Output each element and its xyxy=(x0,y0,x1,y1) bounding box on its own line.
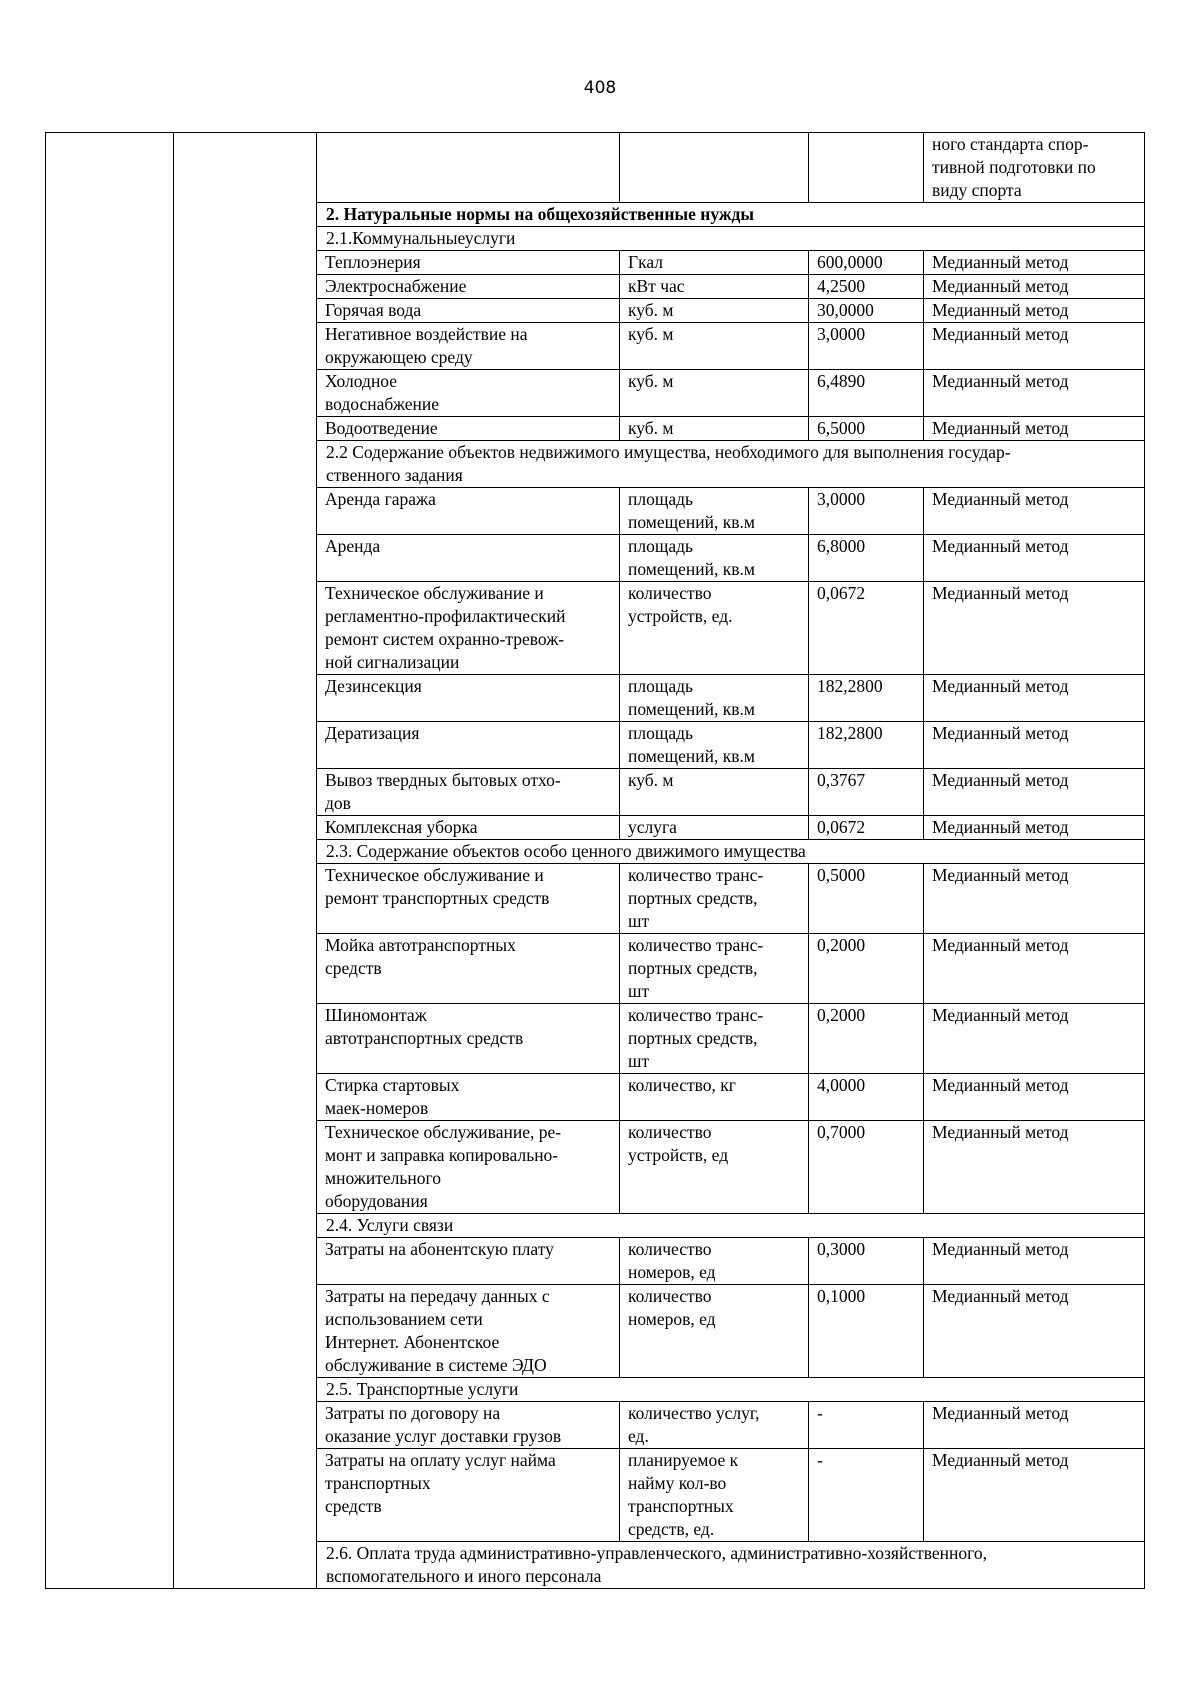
unit-line: количество xyxy=(628,1122,712,1142)
method-cell: Медианный метод xyxy=(924,1238,1145,1285)
unit-cell xyxy=(620,675,809,722)
name-cell xyxy=(317,934,620,1004)
name-line: Аренда гаража xyxy=(325,489,436,509)
name-line: множительного xyxy=(325,1168,441,1188)
method-cell: Медианный метод xyxy=(924,934,1145,1004)
value-cell: 0,5000 xyxy=(809,864,924,934)
name-cell xyxy=(317,864,620,934)
value-cell: 182,2800 xyxy=(809,722,924,769)
value-cell: 3,0000 xyxy=(809,323,924,370)
method-cell: Медианный метод xyxy=(924,582,1145,675)
name-line: ной сигнализации xyxy=(325,652,460,672)
section-heading-line: 2.5. Транспортные услуги xyxy=(326,1379,519,1399)
name-line: Холодное xyxy=(325,371,398,391)
norms-table xyxy=(45,132,1145,1589)
value-cell: - xyxy=(809,1402,924,1449)
name-line: водоснабжение xyxy=(325,394,439,414)
value-cell: 6,5000 xyxy=(809,417,924,441)
unit-line: портных средств, xyxy=(628,1028,758,1048)
name-line: Шиномонтаж xyxy=(325,1005,427,1025)
name-line: обслуживание в системе ЭДО xyxy=(325,1355,547,1375)
method-cell: Медианный метод xyxy=(924,1402,1145,1449)
name-line: Комплексная уборка xyxy=(325,817,478,837)
name-cell xyxy=(317,275,620,299)
table-body xyxy=(46,133,1145,1589)
unit-cell xyxy=(620,582,809,675)
method-cell: Медианный метод xyxy=(924,488,1145,535)
section-heading xyxy=(317,227,1145,251)
name-line: Затраты на оплату услуг найма xyxy=(325,1450,556,1470)
unit-line: шт xyxy=(628,1051,650,1071)
name-line: регламентно-профилактический xyxy=(325,606,566,626)
unit-line: устройств, ед xyxy=(628,1145,729,1165)
unit-line: количество, кг xyxy=(628,1075,736,1095)
name-line: автотранспортных средств xyxy=(325,1028,524,1048)
name-line: использованием сети xyxy=(325,1309,483,1329)
name-cell xyxy=(317,1285,620,1378)
method-cell: Медианный метод xyxy=(924,675,1145,722)
unit-line: куб. м xyxy=(628,770,674,790)
unit-line: количество xyxy=(628,1286,712,1306)
page-number: 408 xyxy=(583,78,617,98)
continuation-row xyxy=(46,133,1145,203)
left-margin-column-1 xyxy=(46,133,174,1589)
continuation-line: ного стандарта спор- xyxy=(932,134,1089,154)
name-cell xyxy=(317,251,620,275)
value-cell: 3,0000 xyxy=(809,488,924,535)
unit-line: шт xyxy=(628,911,650,931)
method-cell: Медианный метод xyxy=(924,251,1145,275)
name-line: оборудования xyxy=(325,1191,428,1211)
unit-line: площадь xyxy=(628,676,693,696)
unit-cell xyxy=(620,934,809,1004)
unit-line: помещений, кв.м xyxy=(628,559,755,579)
name-line: Интернет. Абонентское xyxy=(325,1332,500,1352)
section-heading-line: 2.6. Оплата труда административно-управленческого, административно-хозяйственного, xyxy=(326,1543,988,1563)
continuation-line: тивной подготовки по xyxy=(932,157,1096,177)
method-cell: Медианный метод xyxy=(924,275,1145,299)
unit-line: помещений, кв.м xyxy=(628,512,755,532)
name-line: Водоотведение xyxy=(325,418,438,438)
name-cell xyxy=(317,722,620,769)
unit-line: портных средств, xyxy=(628,958,758,978)
name-cell xyxy=(317,370,620,417)
unit-line: количество xyxy=(628,1239,712,1259)
section-heading-line: вспомогательного и иного персонала xyxy=(326,1566,602,1586)
unit-line: кВт час xyxy=(628,276,685,296)
value-cell: 182,2800 xyxy=(809,675,924,722)
method-cell xyxy=(924,133,1145,203)
method-cell: Медианный метод xyxy=(924,722,1145,769)
name-cell xyxy=(317,816,620,840)
name-line: ремонт систем охранно-тревож- xyxy=(325,629,565,649)
unit-line: портных средств, xyxy=(628,888,758,908)
value-cell: 0,1000 xyxy=(809,1285,924,1378)
unit-cell xyxy=(620,1074,809,1121)
section-heading xyxy=(317,1542,1145,1589)
name-line: Затраты на передачу данных с xyxy=(325,1286,550,1306)
unit-cell xyxy=(620,1285,809,1378)
name-line: Аренда xyxy=(325,536,381,556)
unit-line: найму кол-во xyxy=(628,1473,727,1493)
unit-line: номеров, ед xyxy=(628,1262,716,1282)
name-line: Теплоэнерия xyxy=(325,252,421,272)
name-line: Техническое обслуживание и xyxy=(325,583,544,603)
name-cell xyxy=(317,1449,620,1542)
value-cell: 0,3767 xyxy=(809,769,924,816)
value-cell: 0,0672 xyxy=(809,582,924,675)
name-line: средств xyxy=(325,958,382,978)
name-line: Техническое обслуживание, ре- xyxy=(325,1122,562,1142)
unit-line: ед. xyxy=(628,1426,649,1446)
name-cell xyxy=(317,1238,620,1285)
unit-line: средств, ед. xyxy=(628,1519,715,1539)
method-cell: Медианный метод xyxy=(924,370,1145,417)
unit-cell xyxy=(620,1004,809,1074)
name-cell xyxy=(317,299,620,323)
value-cell: 600,0000 xyxy=(809,251,924,275)
unit-cell xyxy=(620,488,809,535)
method-cell: Медианный метод xyxy=(924,1121,1145,1214)
name-cell xyxy=(317,1004,620,1074)
unit-cell xyxy=(620,133,809,203)
section-heading xyxy=(317,1378,1145,1402)
name-cell xyxy=(317,769,620,816)
method-cell: Медианный метод xyxy=(924,1449,1145,1542)
method-cell: Медианный метод xyxy=(924,417,1145,441)
value-cell: 4,2500 xyxy=(809,275,924,299)
name-line: Мойка автотранспортных xyxy=(325,935,516,955)
method-cell: Медианный метод xyxy=(924,864,1145,934)
value-cell: 6,4890 xyxy=(809,370,924,417)
name-line: Горячая вода xyxy=(325,300,422,320)
unit-line: количество транс- xyxy=(628,865,764,885)
unit-line: устройств, ед. xyxy=(628,606,733,626)
unit-line: шт xyxy=(628,981,650,1001)
section-heading-line: 2.1.Коммунальныеуслуги xyxy=(326,228,516,248)
value-cell: 0,2000 xyxy=(809,1004,924,1074)
unit-line: количество услуг, xyxy=(628,1403,760,1423)
name-line: дов xyxy=(325,793,351,813)
method-cell: Медианный метод xyxy=(924,1074,1145,1121)
name-cell xyxy=(317,488,620,535)
unit-line: куб. м xyxy=(628,371,674,391)
name-line: Затраты на абонентскую плату xyxy=(325,1239,554,1259)
name-line: средств xyxy=(325,1496,382,1516)
unit-line: куб. м xyxy=(628,324,674,344)
section-heading-line: ственного задания xyxy=(326,465,463,485)
name-line: монт и заправка копировально- xyxy=(325,1145,559,1165)
unit-line: транспортных xyxy=(628,1496,734,1516)
name-line: маек-номеров xyxy=(325,1098,429,1118)
unit-cell xyxy=(620,1449,809,1542)
name-cell xyxy=(317,675,620,722)
unit-line: количество xyxy=(628,583,712,603)
value-cell: 0,3000 xyxy=(809,1238,924,1285)
unit-line: услуга xyxy=(628,817,677,837)
section-heading-line: 2.3. Содержание объектов особо ценного движимого имущества xyxy=(326,841,806,861)
value-cell: 0,7000 xyxy=(809,1121,924,1214)
name-line: ремонт транспортных средств xyxy=(325,888,550,908)
name-cell xyxy=(317,133,620,203)
method-cell: Медианный метод xyxy=(924,1004,1145,1074)
name-line: Электроснабжение xyxy=(325,276,467,296)
value-cell: - xyxy=(809,1449,924,1542)
name-line: Дезинсекция xyxy=(325,676,422,696)
name-cell xyxy=(317,535,620,582)
unit-cell xyxy=(620,1238,809,1285)
unit-cell xyxy=(620,1121,809,1214)
unit-line: площадь xyxy=(628,723,693,743)
unit-cell xyxy=(620,251,809,275)
unit-cell xyxy=(620,417,809,441)
unit-line: площадь xyxy=(628,489,693,509)
unit-line: количество транс- xyxy=(628,1005,764,1025)
name-line: Вывоз твердных бытовых отхо- xyxy=(325,770,561,790)
value-cell: 0,2000 xyxy=(809,934,924,1004)
section-heading-line: 2.2 Содержание объектов недвижимого имущества, необходимого для выполнения государ- xyxy=(326,442,1011,462)
method-cell: Медианный метод xyxy=(924,769,1145,816)
continuation-line: виду спорта xyxy=(932,180,1022,200)
value-cell: 0,0672 xyxy=(809,816,924,840)
unit-line: номеров, ед xyxy=(628,1309,716,1329)
unit-cell xyxy=(620,722,809,769)
name-cell xyxy=(317,1402,620,1449)
name-cell xyxy=(317,417,620,441)
unit-cell xyxy=(620,1402,809,1449)
name-line: Техническое обслуживание и xyxy=(325,865,544,885)
unit-cell xyxy=(620,816,809,840)
name-line: Дератизация xyxy=(325,723,420,743)
unit-line: помещений, кв.м xyxy=(628,699,755,719)
unit-line: площадь xyxy=(628,536,693,556)
name-line: окружающею среду xyxy=(325,347,473,367)
name-line: оказание услуг доставки грузов xyxy=(325,1426,562,1446)
unit-cell xyxy=(620,299,809,323)
method-cell: Медианный метод xyxy=(924,299,1145,323)
name-line: Затраты по договору на xyxy=(325,1403,501,1423)
name-cell xyxy=(317,323,620,370)
method-cell: Медианный метод xyxy=(924,816,1145,840)
unit-cell xyxy=(620,864,809,934)
value-cell: 30,0000 xyxy=(809,299,924,323)
section-heading-line: 2.4. Услуги связи xyxy=(326,1215,454,1235)
section-heading xyxy=(317,441,1145,488)
method-cell: Медианный метод xyxy=(924,1285,1145,1378)
unit-line: помещений, кв.м xyxy=(628,746,755,766)
unit-line: количество транс- xyxy=(628,935,764,955)
unit-line: куб. м xyxy=(628,300,674,320)
unit-line: Гкал xyxy=(628,252,664,272)
unit-cell xyxy=(620,769,809,816)
left-margin-column-2 xyxy=(174,133,317,1589)
unit-cell xyxy=(620,275,809,299)
unit-line: планируемое к xyxy=(628,1450,739,1470)
value-cell xyxy=(809,133,924,203)
name-line: транспортных xyxy=(325,1473,431,1493)
name-cell xyxy=(317,1074,620,1121)
name-line: Негативное воздействие на xyxy=(325,324,528,344)
table-title: 2. Натуральные нормы на общехозяйственные нужды xyxy=(317,203,1145,227)
unit-line: куб. м xyxy=(628,418,674,438)
unit-cell xyxy=(620,370,809,417)
name-cell xyxy=(317,582,620,675)
unit-cell xyxy=(620,323,809,370)
section-heading xyxy=(317,1214,1145,1238)
section-heading xyxy=(317,840,1145,864)
method-cell: Медианный метод xyxy=(924,535,1145,582)
method-cell: Медианный метод xyxy=(924,323,1145,370)
name-line: Стирка стартовых xyxy=(325,1075,460,1095)
value-cell: 6,8000 xyxy=(809,535,924,582)
unit-cell xyxy=(620,535,809,582)
value-cell: 4,0000 xyxy=(809,1074,924,1121)
name-cell xyxy=(317,1121,620,1214)
